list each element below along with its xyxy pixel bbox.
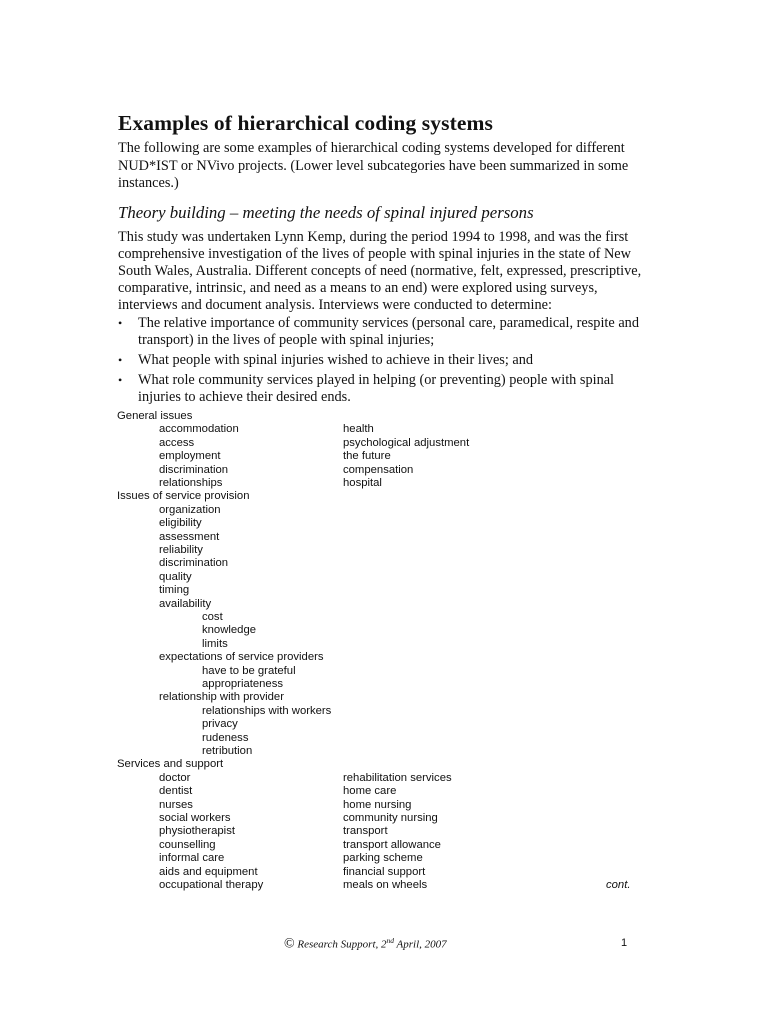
bullet-icon: • — [118, 352, 123, 367]
code-item: discrimination — [159, 463, 229, 476]
code-subitem: appropriateness — [202, 678, 284, 690]
footer-superscript: nd — [386, 936, 394, 945]
code-item: accommodation — [159, 423, 239, 436]
code-item: home care — [343, 785, 397, 798]
code-subitem: rudeness — [202, 731, 249, 744]
bullet-text: The relative importance of community services (personal care, paramedical, respite and transport) in the lives of people with spinal injuries; — [138, 315, 639, 348]
code-item: expectations of service providers — [159, 651, 324, 664]
code-item: home nursing — [343, 798, 412, 811]
bullet-text: What role community services played in helping (or preventing) people with spinal injuries to achieve their desired ends. — [138, 371, 615, 405]
code-item: parking scheme — [343, 852, 423, 865]
code-item: community nursing — [343, 812, 438, 824]
code-item: transport allowance — [343, 838, 441, 851]
code-item: physiotherapist — [159, 825, 235, 838]
code-item: quality — [159, 570, 192, 583]
code-item: informal care — [159, 852, 225, 865]
code-subitem: relationships with workers — [202, 704, 332, 717]
code-item: transport — [343, 825, 388, 838]
code-item: health — [343, 423, 374, 436]
footer-date: April, 2007 — [394, 938, 447, 951]
code-item: assessment — [159, 530, 220, 543]
category-heading: Issues of service provision — [117, 490, 250, 503]
code-item: dentist — [159, 785, 193, 798]
page-number: 1 — [621, 937, 628, 949]
category-heading: Services and support — [117, 758, 224, 771]
code-item: aids and equipment — [159, 865, 258, 878]
page-footer — [284, 936, 447, 953]
code-subitem: have to be grateful — [202, 664, 296, 677]
code-item: access — [159, 436, 195, 449]
code-item: availability — [159, 597, 212, 610]
study-paragraph: This study was undertaken Lynn Kemp, during the period 1994 to 1998, and was the first comprehensive investigation of the lives of people with spinal injuries in the state of New South Wales, Australia. Different concepts of need (normative, felt, expressed, prescriptive, comparative, intrinsic, and need as a means to an end) were explored using surveys, interviews and document analysis. Interviews were conducted to determine: — [118, 229, 642, 313]
bullet-item — [118, 315, 643, 349]
code-item: social workers — [159, 812, 231, 824]
copyright-icon: © — [284, 936, 295, 952]
code-item: relationship with provider — [159, 691, 284, 704]
code-item: compensation — [343, 463, 414, 476]
section-heading: Theory building – meeting the needs of spinal injured persons — [118, 203, 534, 222]
code-item: meals on wheels — [343, 879, 428, 891]
page-title: Examples of hierarchical coding systems — [118, 111, 493, 135]
code-subitem: cost — [202, 611, 223, 623]
code-item: hospital — [343, 477, 382, 489]
code-item: employment — [159, 450, 221, 463]
bullet-icon: • — [118, 316, 123, 330]
code-item: the future — [343, 450, 391, 463]
code-item: counselling — [159, 838, 216, 851]
category-heading: General issues — [117, 410, 193, 422]
code-item: nurses — [159, 798, 193, 811]
code-item: discrimination — [159, 557, 229, 570]
code-item: rehabilitation services — [343, 771, 452, 784]
code-item: financial support — [343, 865, 426, 878]
code-subitem: limits — [202, 637, 228, 650]
code-item: organization — [159, 503, 221, 516]
intro-paragraph: The following are some examples of hierarchical coding systems developed for different NUD*IST or NVivo projects. (Lower level subcategories have been summarized in some instances.) — [118, 140, 629, 191]
code-item: timing — [159, 584, 190, 597]
code-item: doctor — [159, 771, 191, 784]
code-subitem: knowledge — [202, 624, 257, 637]
code-item: relationships — [159, 477, 223, 489]
code-item: reliability — [159, 544, 203, 556]
bullet-icon: • — [118, 372, 123, 387]
code-item: psychological adjustment — [343, 436, 470, 449]
bullet-item — [118, 352, 643, 369]
code-item: occupational therapy — [159, 879, 264, 891]
continued-label: cont. — [606, 879, 631, 891]
code-subitem: privacy — [202, 718, 238, 731]
code-item: eligibility — [159, 517, 202, 530]
code-subitem: retribution — [202, 745, 253, 757]
footer-text: Research Support, 2 — [297, 938, 387, 951]
bullet-list — [118, 315, 643, 409]
bullet-text: What people with spinal injuries wished to achieve in their lives; and — [138, 351, 534, 368]
bullet-item — [118, 372, 643, 406]
